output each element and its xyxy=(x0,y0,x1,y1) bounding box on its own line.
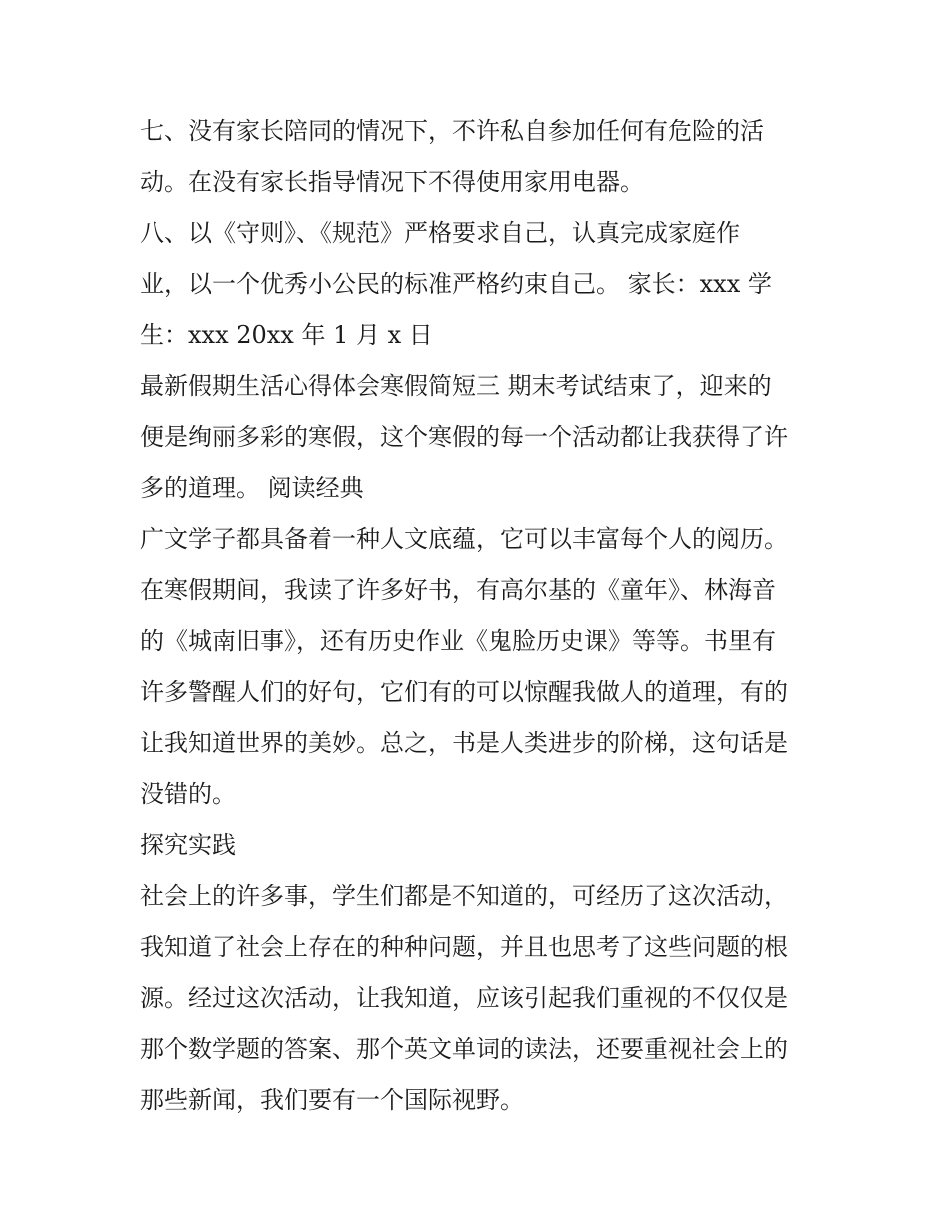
paragraph-item-7 xyxy=(140,106,820,208)
section-heading-inquiry-practice xyxy=(140,820,820,871)
text-line: 那个数学题的答案、那个英文单词的读法，还要重视社会上的 xyxy=(140,1035,788,1063)
text-line: 七、没有家长陪同的情况下，不许私自参加任何有危险的活 xyxy=(140,117,764,145)
text-line: 源。经过这次活动，让我知道，应该引起我们重视的不仅仅是 xyxy=(140,984,788,1012)
paragraph-reading-classics xyxy=(140,514,820,820)
text-line: 没错的。 xyxy=(140,780,236,808)
text-line: 在寒假期间，我读了许多好书，有高尔基的《童年》、林海音 xyxy=(140,576,776,604)
text-line: 我知道了社会上存在的种种问题，并且也思考了这些问题的根 xyxy=(140,933,788,961)
text-line: 业，以一个优秀小公民的标准严格约束自己。 家长：xxx 学 xyxy=(140,270,772,298)
text-line: 社会上的许多事，学生们都是不知道的，可经历了这次活动， xyxy=(140,882,788,910)
paragraph-inquiry-practice xyxy=(140,871,820,1126)
text-line: 动。在没有家长指导情况下不得使用家用电器。 xyxy=(140,168,644,196)
text-line: 八、以《守则》、《规范》严格要求自己，认真完成家庭作 xyxy=(140,219,740,247)
text-line: 许多警醒人们的好句，它们有的可以惊醒我做人的道理，有的 xyxy=(140,678,788,706)
text-line: 让我知道世界的美妙。总之，书是人类进步的阶梯，这句话是 xyxy=(140,729,788,757)
text-line: 探究实践 xyxy=(140,831,236,859)
text-line: 多的道理。 阅读经典 xyxy=(140,474,364,502)
paragraph-item-8 xyxy=(140,208,820,361)
text-line: 广文学子都具备着一种人文底蕴，它可以丰富每个人的阅历。 xyxy=(140,525,788,553)
text-line: 那些新闻，我们要有一个国际视野。 xyxy=(140,1086,524,1114)
document-body xyxy=(140,106,820,1126)
paragraph-essay-intro xyxy=(140,361,820,514)
text-line: 便是绚丽多彩的寒假，这个寒假的每一个活动都让我获得了许 xyxy=(140,423,788,451)
text-line: 生：xxx 20xx 年 1 月 x 日 xyxy=(140,321,433,349)
text-line: 的《城南旧事》，还有历史作业《鬼脸历史课》等等。书里有 xyxy=(140,627,776,655)
text-line: 最新假期生活心得体会寒假简短三 期末考试结束了，迎来的 xyxy=(140,372,772,400)
